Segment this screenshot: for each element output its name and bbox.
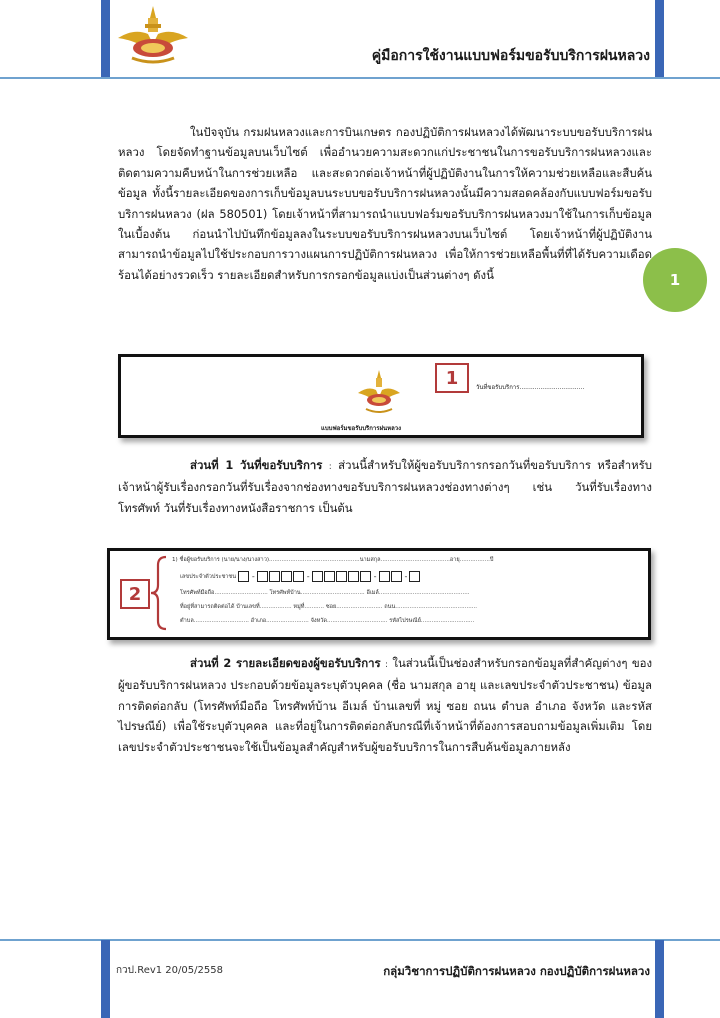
header-divider bbox=[0, 77, 720, 79]
footer-accent-bar-right bbox=[655, 940, 664, 1018]
service-date-field: วันที่ขอรับบริการ.................................. bbox=[476, 384, 585, 391]
document-title: คู่มือการใช้งานแบบฟอร์มขอรับบริการฝนหลวง bbox=[371, 48, 650, 64]
citizen-id-boxes: - - - - bbox=[238, 571, 422, 582]
section-1-text: ส่วนนี้สำหรับให้ผู้ขอรับบริการกรอกวันที่ขอรับบริการ หรือสำหรับเจ้าหน้าผู้รับเรื่องกรอกวันที่รับเรื่องจากช่องทางขอรับบริการฝนหลวงช่องทางต่างๆ เช่น วันที่รับเรื่องทางโทรศัพท์ วันที่รับเรื่องทางหนังสือราชการ เป็นต้น bbox=[118, 458, 652, 515]
section-1-heading: ส่วนที่ 1 วันที่ขอรับบริการ bbox=[190, 458, 323, 472]
footer-department: กลุ่มวิชาการปฏิบัติการฝนหลวง กองปฏิบัติการฝนหลวง bbox=[383, 964, 650, 978]
applicant-name-row: 1) ชื่อผู้ขอรับบริการ (นาย/นาง/นางสาว)...................................................นามสกุล.......................................อายุ.................ปี bbox=[172, 557, 494, 563]
section-2-separator: : bbox=[385, 660, 389, 670]
footer-revision: กวป.Rev1 20/05/2558 bbox=[116, 965, 223, 976]
form-header-screenshot bbox=[118, 354, 644, 438]
district-province-row: ตำบล............................... อำเภอ........................ จังหวัด.................................. รหัสไปรษณีย์.............................. bbox=[180, 618, 475, 624]
form-emblem-icon bbox=[356, 369, 402, 417]
header-accent-bar-right bbox=[655, 0, 664, 78]
address-row: ที่อยู่ที่สามารถติดต่อได้ บ้านเลขที่.................. หมู่ที่........... ซอย.......................... ถนน.............................................. bbox=[180, 604, 478, 610]
royal-emblem-icon bbox=[114, 4, 192, 66]
intro-text: ในปัจจุบัน กรมฝนหลวงและการบินเกษตร กองปฏิบัติการฝนหลวงได้พัฒนาระบบขอรับบริการฝนหลวง โดยจัดทำฐานข้อมูลบนเว็บไซต์ เพื่ออำนวยความสะดวกแก่ประชาชนในการขอรับบริการฝนหลวงและติดตามความคืบหน้าในการช่วยเหลือ และสะดวกต่อเจ้าหน้าที่ผู้ปฏิบัติงานในการให้ความช่วยเหลือและสืบค้นข้อมูล ทั้งนี้รายละเอียดของการเก็บข้อมูลบนระบบขอรับบริการฝนหลวงนั้นมีความสอดคล้องกับแบบฟอร์มขอรับบริการฝนหลวง (ฝล 580501) โดยเจ้าหน้าที่สามารถนำแบบฟอร์มขอรับบริการฝนหลวงมาใช้ในการเก็บข้อมูลในเบื้องต้น ก่อนนำไปบันทึกข้อมูลลงในระบบขอรับบริการฝนหลวงบนเว็บไซต์ โดยเจ้าหน้าที่ผู้ปฏิบัติงานสามารถนำข้อมูลไปใช้ประกอบการวางแผนการปฏิบัติการฝนหลวง เพื่อให้การช่วยเหลือพื้นที่ที่ได้รับความเดือดร้อนได้อย่างรวดเร็ว รายละเอียดสำหรับการกรอกข้อมูลแบ่งเป็นส่วนต่างๆ ดังนี้ bbox=[118, 125, 652, 282]
section-2-heading: ส่วนที่ 2 รายละเอียดของผู้ขอรับบริการ bbox=[190, 656, 381, 670]
citizen-id-row bbox=[180, 571, 421, 582]
applicant-details-screenshot bbox=[107, 548, 651, 640]
section-2-text: ในส่วนนี้เป็นช่องสำหรับกรอกข้อมูลที่สำคัญต่างๆ ของผู้ขอรับบริการฝนหลวง ประกอบด้วยข้อมูลระบุตัวบุคคล (ชื่อ นามสกุล อายุ และเลขประจำตัวประชาชน) ข้อมูลการติดต่อกลับ (โทรศัพท์มือถือ โทรศัพท์บ้าน อีเมล์ บ้านเลขที่ หมู่ ซอย ถนน ตำบล อำเภอ จังหวัด และรหัสไปรษณีย์) เพื่อใช้ระบุตัวบุคคล และที่อยู่ในการติดต่อกลับกรณีที่เจ้าหน้าที่ต้องการสอบถามข้อมูลเพิ่มเติม โดยเลขประจำตัวประชาชนจะใช้เป็นข้อมูลสำคัญสำหรับผู้ขอรับบริการในการสืบค้นข้อมูลภายหลัง bbox=[118, 656, 653, 754]
phone-email-row: โทรศัพท์มือถือ.............................. โทรศัพท์บ้าน.................................... อีเมล์................................................... bbox=[180, 590, 470, 596]
page-number-badge: 1 bbox=[643, 248, 707, 312]
section-1-separator: : bbox=[328, 462, 332, 472]
section-2-paragraph bbox=[118, 653, 652, 757]
footer-accent-bar-left bbox=[101, 940, 110, 1018]
header-accent-bar-left bbox=[101, 0, 110, 78]
brace-icon bbox=[150, 555, 170, 631]
intro-paragraph bbox=[118, 122, 652, 285]
marker-number-1: 1 bbox=[435, 363, 469, 393]
citizen-id-label: เลขประจำตัวประชาชน bbox=[180, 574, 237, 580]
marker-number-2: 2 bbox=[120, 579, 150, 609]
section-1-paragraph bbox=[118, 455, 652, 518]
form-caption: แบบฟอร์มขอรับบริการฝนหลวง bbox=[321, 425, 402, 432]
